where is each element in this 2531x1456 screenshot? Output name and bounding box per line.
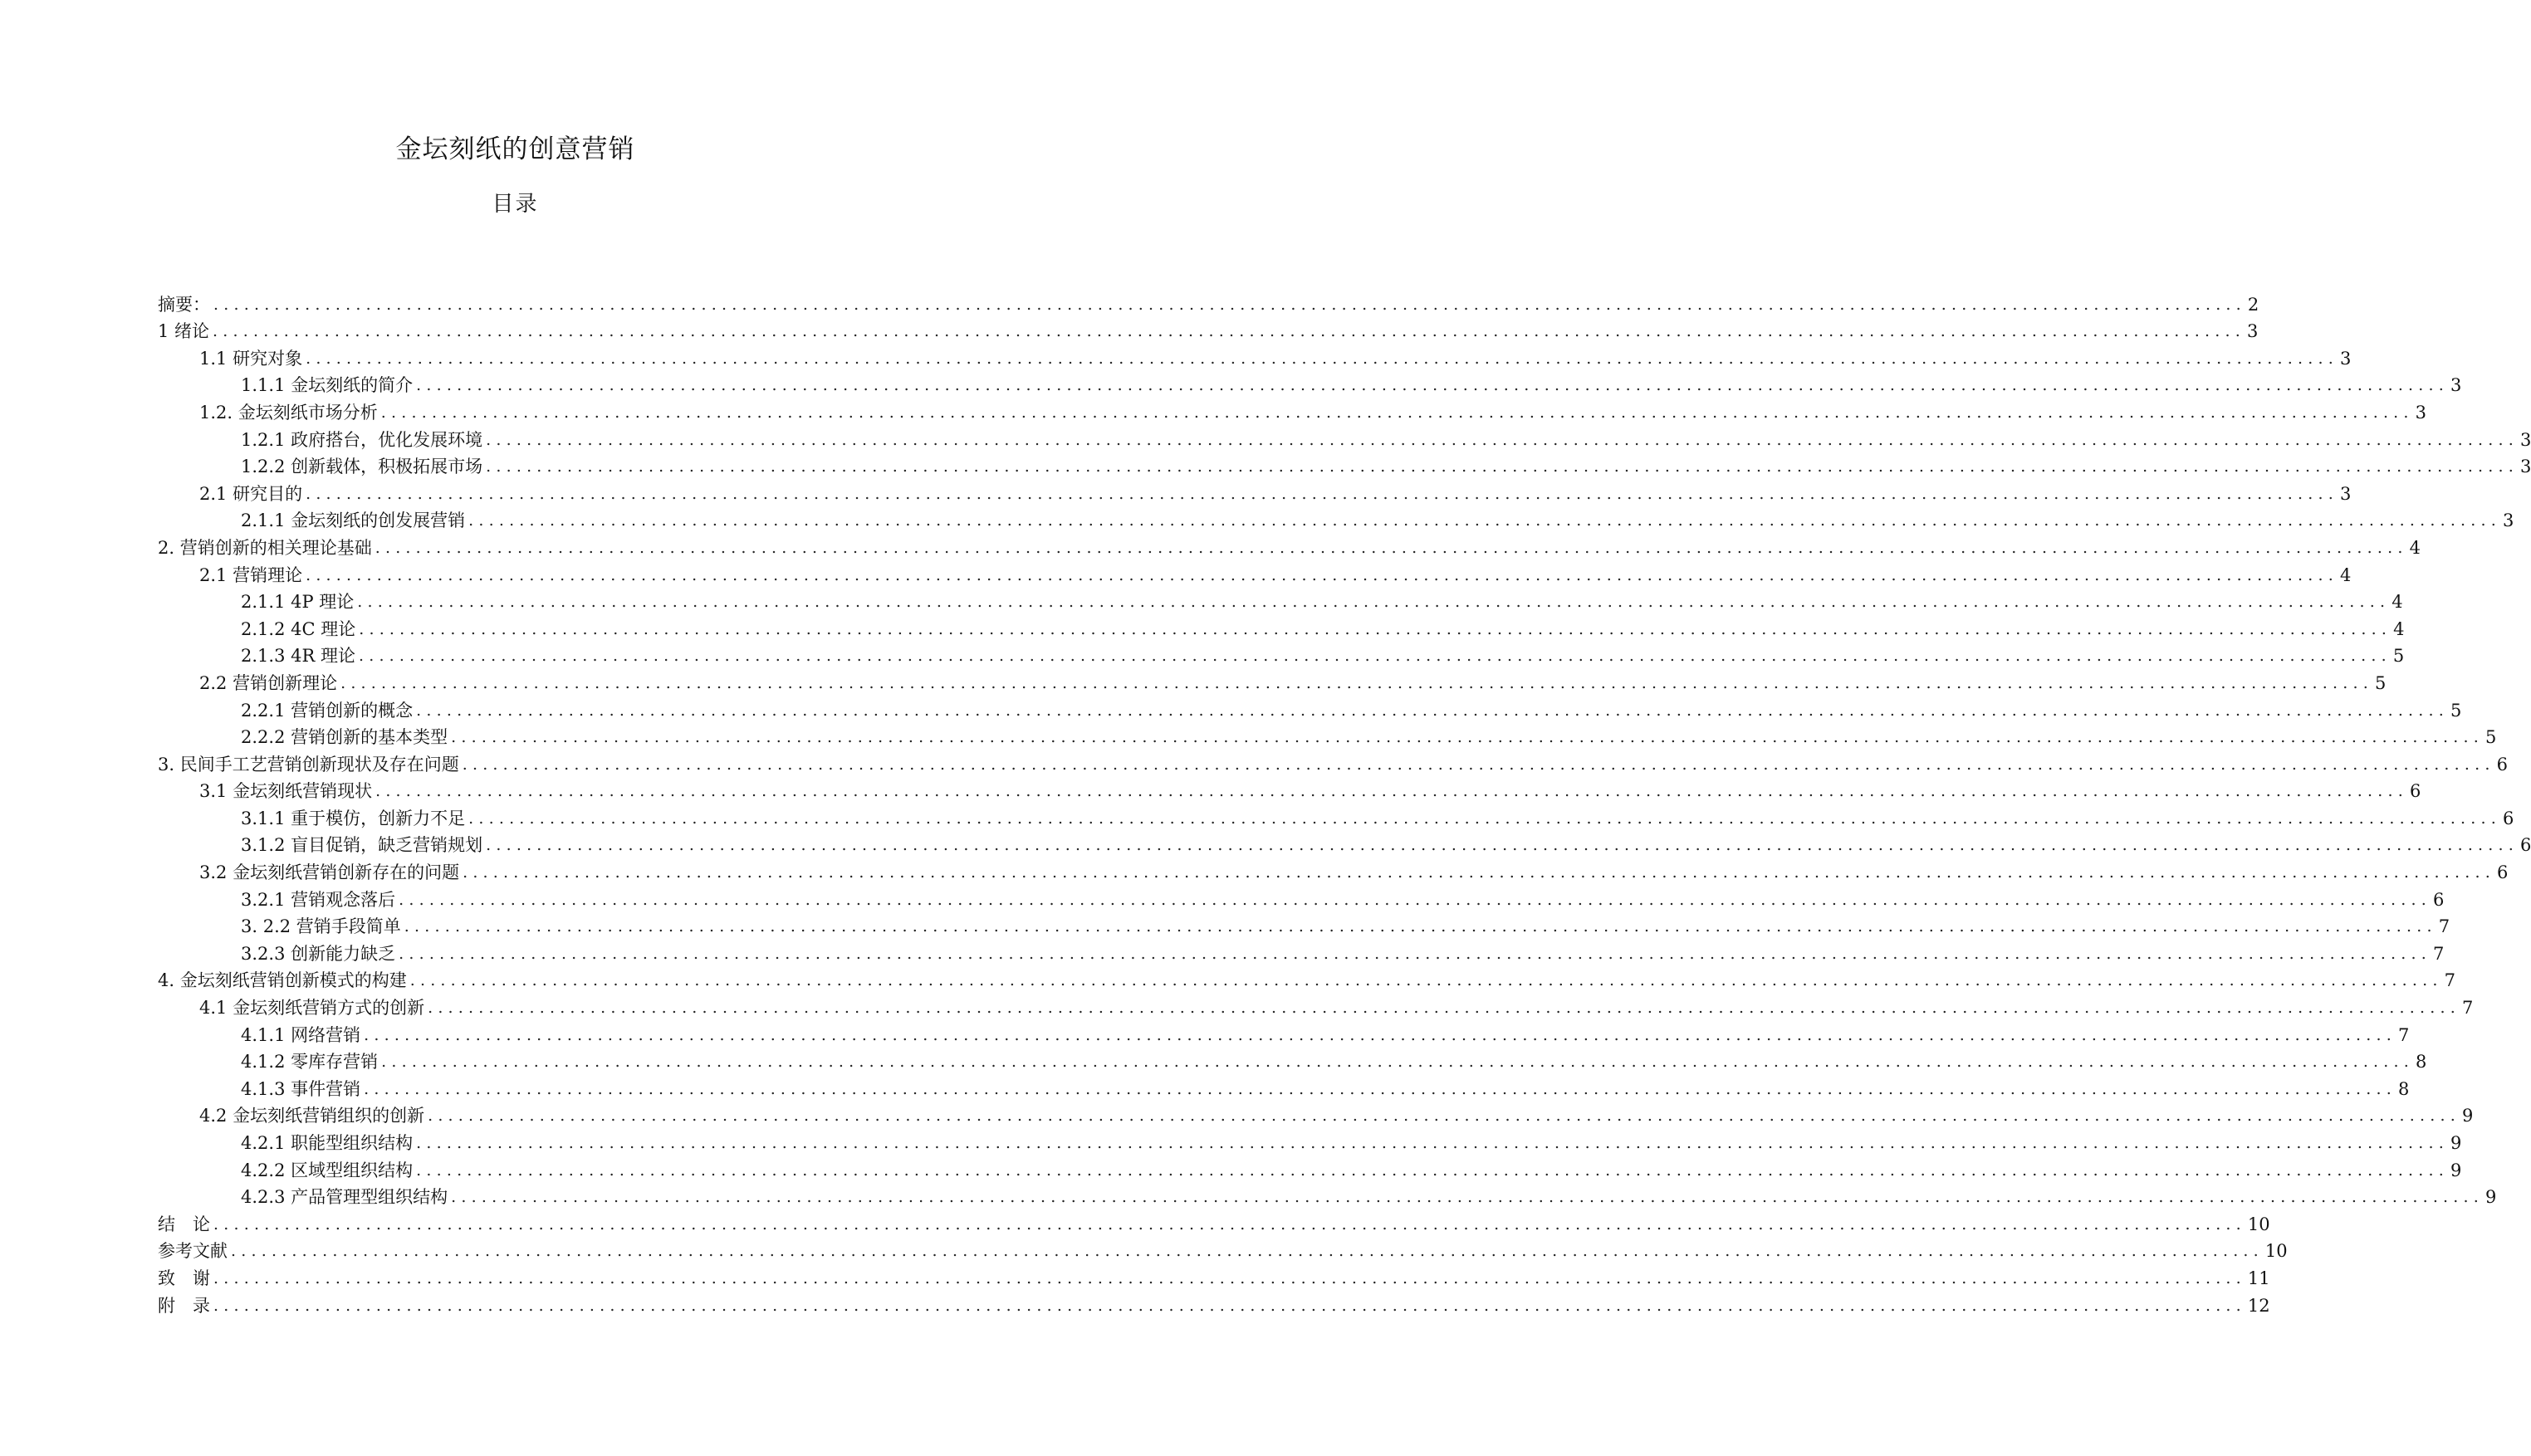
toc-dot-leader: ........................................................................................................................................................................................................ — [380, 403, 2414, 422]
toc-entry[interactable] — [158, 777, 2421, 804]
toc-entry[interactable] — [158, 750, 2509, 777]
toc-entry-page-number: 6 — [2497, 862, 2509, 883]
toc-entry-label: 1.1 研究对象 — [199, 348, 303, 369]
toc-entry-page-number: 7 — [2444, 970, 2456, 991]
toc-entry-page-number: 8 — [2398, 1078, 2410, 1099]
toc-entry-page-number: 5 — [2485, 727, 2497, 748]
toc-entry-label: 致 谢 — [158, 1268, 210, 1288]
toc-entry[interactable] — [158, 344, 2352, 371]
toc-entry-page-number: 3 — [2520, 429, 2531, 450]
toc-entry-label: 摘要： — [158, 294, 210, 315]
toc-dot-leader: ........................................................................................................................................................................................................ — [463, 863, 2495, 882]
toc-dot-leader: ........................................................................................................................................................................................................ — [340, 673, 2373, 692]
toc-entry-label: 附 录 — [158, 1295, 210, 1316]
toc-entry[interactable] — [158, 1048, 2427, 1075]
toc-entry-page-number: 6 — [2496, 754, 2509, 774]
toc-entry[interactable] — [158, 452, 2531, 480]
toc-entry-page-number: 5 — [2392, 646, 2405, 667]
toc-entry-page-number: 9 — [2462, 1106, 2474, 1126]
toc-entry-page-number: 3 — [2450, 375, 2462, 396]
toc-dot-leader: ........................................................................................................................................................................................................ — [359, 619, 2392, 638]
toc-dot-leader: ........................................................................................................................................................................................................ — [451, 1188, 2484, 1207]
toc-entry-page-number: 4 — [2391, 592, 2403, 613]
toc-entry-label: 2.2.2 营销创新的基本类型 — [241, 727, 448, 748]
toc-entry-page-number: 4 — [2409, 537, 2421, 558]
toc-entry-page-number: 4 — [2340, 564, 2352, 585]
toc-dot-leader: ........................................................................................................................................................................................................ — [399, 944, 2432, 963]
toc-entry[interactable] — [158, 1263, 2270, 1291]
toc-entry-page-number: 5 — [2375, 672, 2387, 693]
toc-entry-page-number: 7 — [2433, 943, 2445, 964]
table-of-contents — [158, 290, 2531, 1318]
toc-entry[interactable] — [158, 1156, 2462, 1183]
toc-dot-leader: ........................................................................................................................................................................................................ — [213, 1214, 2246, 1234]
toc-entry-label: 2.1.2 4C 理论 — [241, 618, 356, 639]
toc-entry-label: 2.1.1 金坛刻纸的创发展营销 — [241, 511, 466, 531]
toc-entry[interactable] — [158, 1074, 2410, 1102]
toc-entry-page-number: 7 — [2438, 916, 2450, 937]
toc-dot-leader: ........................................................................................................................................................................................................ — [428, 999, 2460, 1018]
toc-entry[interactable] — [158, 588, 2403, 615]
toc-entry-label: 4.2.2 区域型组织结构 — [241, 1160, 414, 1180]
toc-entry[interactable] — [158, 668, 2387, 696]
toc-entry[interactable] — [158, 398, 2427, 425]
toc-dot-leader: ........................................................................................................................................................................................................ — [306, 349, 2338, 368]
toc-dot-leader: ........................................................................................................................................................................................................ — [416, 1160, 2450, 1180]
toc-entry[interactable] — [158, 1102, 2474, 1129]
toc-dot-leader: ........................................................................................................................................................................................................ — [381, 1053, 2415, 1072]
toc-entry[interactable] — [158, 993, 2474, 1020]
toc-entry[interactable] — [158, 1183, 2497, 1210]
toc-entry[interactable] — [158, 723, 2497, 750]
toc-entry-label: 2. 营销创新的相关理论基础 — [158, 537, 372, 558]
toc-entry-label: 2.2 营销创新理论 — [199, 672, 338, 693]
toc-entry-page-number: 4 — [2393, 618, 2405, 639]
toc-entry-label: 3.2.3 创新能力缺乏 — [241, 943, 396, 964]
toc-entry-page-number: 7 — [2398, 1024, 2410, 1045]
toc-entry-label: 2.1 研究目的 — [199, 483, 303, 504]
toc-entry[interactable] — [158, 966, 2456, 994]
toc-entry-page-number: 2 — [2247, 294, 2259, 315]
toc-entry-page-number: 10 — [2247, 1214, 2270, 1234]
toc-entry-label: 3. 民间手工艺营销创新现状及存在问题 — [158, 754, 459, 774]
toc-entry-label: 1.2. 金坛刻纸市场分析 — [199, 402, 378, 423]
toc-entry-label: 3.1.2 盲目促销，缺乏营销规划 — [241, 835, 483, 856]
toc-entry-page-number: 9 — [2485, 1187, 2497, 1208]
toc-dot-leader: ........................................................................................................................................................................................................ — [486, 836, 2519, 855]
toc-entry[interactable] — [158, 1128, 2462, 1156]
toc-entry-label: 3. 2.2 营销手段简单 — [241, 916, 401, 937]
toc-dot-leader: ........................................................................................................................................................................................................ — [416, 701, 2450, 720]
toc-entry-page-number: 10 — [2264, 1241, 2288, 1262]
toc-entry-label: 结 论 — [158, 1214, 210, 1234]
toc-entry-page-number: 7 — [2462, 998, 2474, 1019]
toc-dot-leader: ........................................................................................................................................................................................................ — [468, 511, 2502, 530]
toc-entry-page-number: 12 — [2247, 1295, 2270, 1316]
toc-entry-label: 1.2.2 创新载体，积极拓展市场 — [241, 457, 483, 477]
toc-dot-leader: ........................................................................................................................................................................................................ — [231, 1242, 2264, 1261]
toc-entry-page-number: 6 — [2520, 835, 2531, 856]
toc-entry-label: 3.2.1 营销观念落后 — [241, 889, 396, 910]
toc-entry-page-number: 6 — [2503, 808, 2514, 828]
toc-dot-leader: ........................................................................................................................................................................................................ — [486, 430, 2519, 449]
toc-entry-label: 4.2.3 产品管理型组织结构 — [241, 1187, 448, 1208]
toc-entry-page-number: 6 — [2433, 889, 2445, 910]
toc-entry-label: 4.1 金坛刻纸营销方式的创新 — [199, 998, 425, 1019]
document-title: 金坛刻纸的创意营销 — [395, 134, 635, 164]
toc-entry[interactable] — [158, 831, 2531, 858]
toc-dot-leader: ........................................................................................................................................................................................................ — [462, 755, 2495, 774]
toc-entry[interactable] — [158, 533, 2421, 560]
toc-entry[interactable] — [158, 885, 2445, 912]
toc-entry[interactable] — [158, 371, 2462, 398]
toc-entry-label: 4.1.2 零库存营销 — [241, 1052, 379, 1072]
toc-dot-leader: ........................................................................................................................................................................................................ — [404, 917, 2437, 936]
toc-dot-leader: ........................................................................................................................................................................................................ — [358, 647, 2391, 666]
toc-entry-label: 4.1.1 网络营销 — [241, 1024, 361, 1045]
toc-entry-page-number: 11 — [2247, 1268, 2270, 1288]
toc-entry-page-number: 9 — [2450, 1133, 2462, 1153]
toc-entry[interactable] — [158, 425, 2531, 452]
toc-entry[interactable] — [158, 506, 2514, 534]
toc-entry-label: 2.1.1 4P 理论 — [241, 592, 355, 613]
toc-dot-leader: ........................................................................................................................................................................................................ — [428, 1107, 2460, 1126]
toc-entry-label: 2.1 营销理论 — [199, 564, 303, 585]
toc-entry-label: 1.1.1 金坛刻纸的简介 — [241, 375, 414, 396]
toc-entry-page-number: 3 — [2340, 483, 2352, 504]
toc-entry[interactable] — [158, 1237, 2288, 1264]
toc-dot-leader: ........................................................................................................................................................................................................ — [213, 322, 2245, 341]
toc-entry-label: 1 绪论 — [158, 321, 210, 342]
toc-entry[interactable] — [158, 857, 2509, 885]
toc-entry[interactable] — [158, 560, 2352, 588]
toc-dot-leader: ........................................................................................................................................................................................................ — [306, 484, 2338, 503]
toc-entry-label: 3.1 金坛刻纸营销现状 — [199, 781, 373, 802]
toc-dot-leader: ........................................................................................................................................................................................................ — [399, 890, 2432, 909]
toc-dot-leader: ........................................................................................................................................................................................................ — [364, 1079, 2397, 1098]
toc-entry-page-number: 5 — [2450, 700, 2462, 721]
toc-entry[interactable] — [158, 317, 2259, 344]
toc-entry-label: 4.2 金坛刻纸营销组织的创新 — [199, 1106, 425, 1126]
toc-entry-page-number: 3 — [2340, 348, 2352, 369]
toc-entry-label: 2.1.3 4R 理论 — [241, 646, 355, 667]
toc-dot-leader: ........................................................................................................................................................................................................ — [357, 593, 2391, 612]
toc-dot-leader: ........................................................................................................................................................................................................ — [364, 1025, 2397, 1044]
toc-dot-leader: ........................................................................................................................................................................................................ — [451, 728, 2484, 747]
toc-entry-label: 3.2 金坛刻纸营销创新存在的问题 — [199, 862, 460, 883]
toc-dot-leader: ........................................................................................................................................................................................................ — [468, 809, 2502, 828]
toc-dot-leader: ........................................................................................................................................................................................................ — [375, 782, 2408, 801]
toc-dot-leader: ........................................................................................................................................................................................................ — [213, 1296, 2246, 1315]
toc-entry-page-number: 3 — [2503, 511, 2514, 531]
toc-entry[interactable] — [158, 696, 2462, 723]
toc-dot-leader: ........................................................................................................................................................................................................ — [375, 538, 2408, 557]
toc-entry[interactable] — [158, 614, 2405, 642]
toc-dot-leader: ........................................................................................................................................................................................................ — [213, 295, 2246, 314]
toc-entry-page-number: 6 — [2410, 781, 2421, 802]
toc-entry-label: 4.2.1 职能型组织结构 — [241, 1133, 414, 1153]
toc-dot-leader: ........................................................................................................................................................................................................ — [486, 457, 2519, 476]
toc-entry-page-number: 3 — [2415, 402, 2427, 423]
toc-entry-label: 4.1.3 事件营销 — [241, 1078, 361, 1099]
toc-entry-page-number: 3 — [2520, 457, 2531, 477]
toc-entry[interactable] — [158, 642, 2405, 669]
toc-entry-page-number: 9 — [2450, 1160, 2462, 1180]
toc-entry[interactable] — [158, 479, 2352, 506]
toc-dot-leader: ........................................................................................................................................................................................................ — [213, 1268, 2246, 1287]
toc-entry[interactable] — [158, 1291, 2270, 1318]
toc-entry-label: 2.2.1 营销创新的概念 — [241, 700, 414, 721]
toc-entry-label: 4. 金坛刻纸营销创新模式的构建 — [158, 970, 407, 991]
toc-heading: 目录 — [492, 192, 539, 217]
toc-dot-leader: ........................................................................................................................................................................................................ — [416, 376, 2450, 395]
toc-dot-leader: ........................................................................................................................................................................................................ — [416, 1134, 2450, 1152]
toc-entry-label: 参考文献 — [158, 1241, 228, 1262]
toc-entry[interactable] — [158, 1209, 2270, 1237]
toc-entry-label: 1.2.1 政府搭台，优化发展环境 — [241, 429, 483, 450]
toc-dot-leader: ........................................................................................................................................................................................................ — [306, 565, 2338, 584]
toc-entry[interactable] — [158, 804, 2514, 831]
toc-entry-page-number: 8 — [2416, 1052, 2427, 1072]
toc-entry-label: 3.1.1 重于模仿，创新力不足 — [241, 808, 466, 828]
toc-entry[interactable] — [158, 912, 2450, 940]
toc-entry[interactable] — [158, 939, 2445, 966]
toc-entry[interactable] — [158, 1020, 2410, 1048]
toc-dot-leader: ........................................................................................................................................................................................................ — [409, 971, 2443, 990]
toc-entry[interactable] — [158, 290, 2259, 317]
toc-entry-page-number: 3 — [2246, 321, 2259, 342]
